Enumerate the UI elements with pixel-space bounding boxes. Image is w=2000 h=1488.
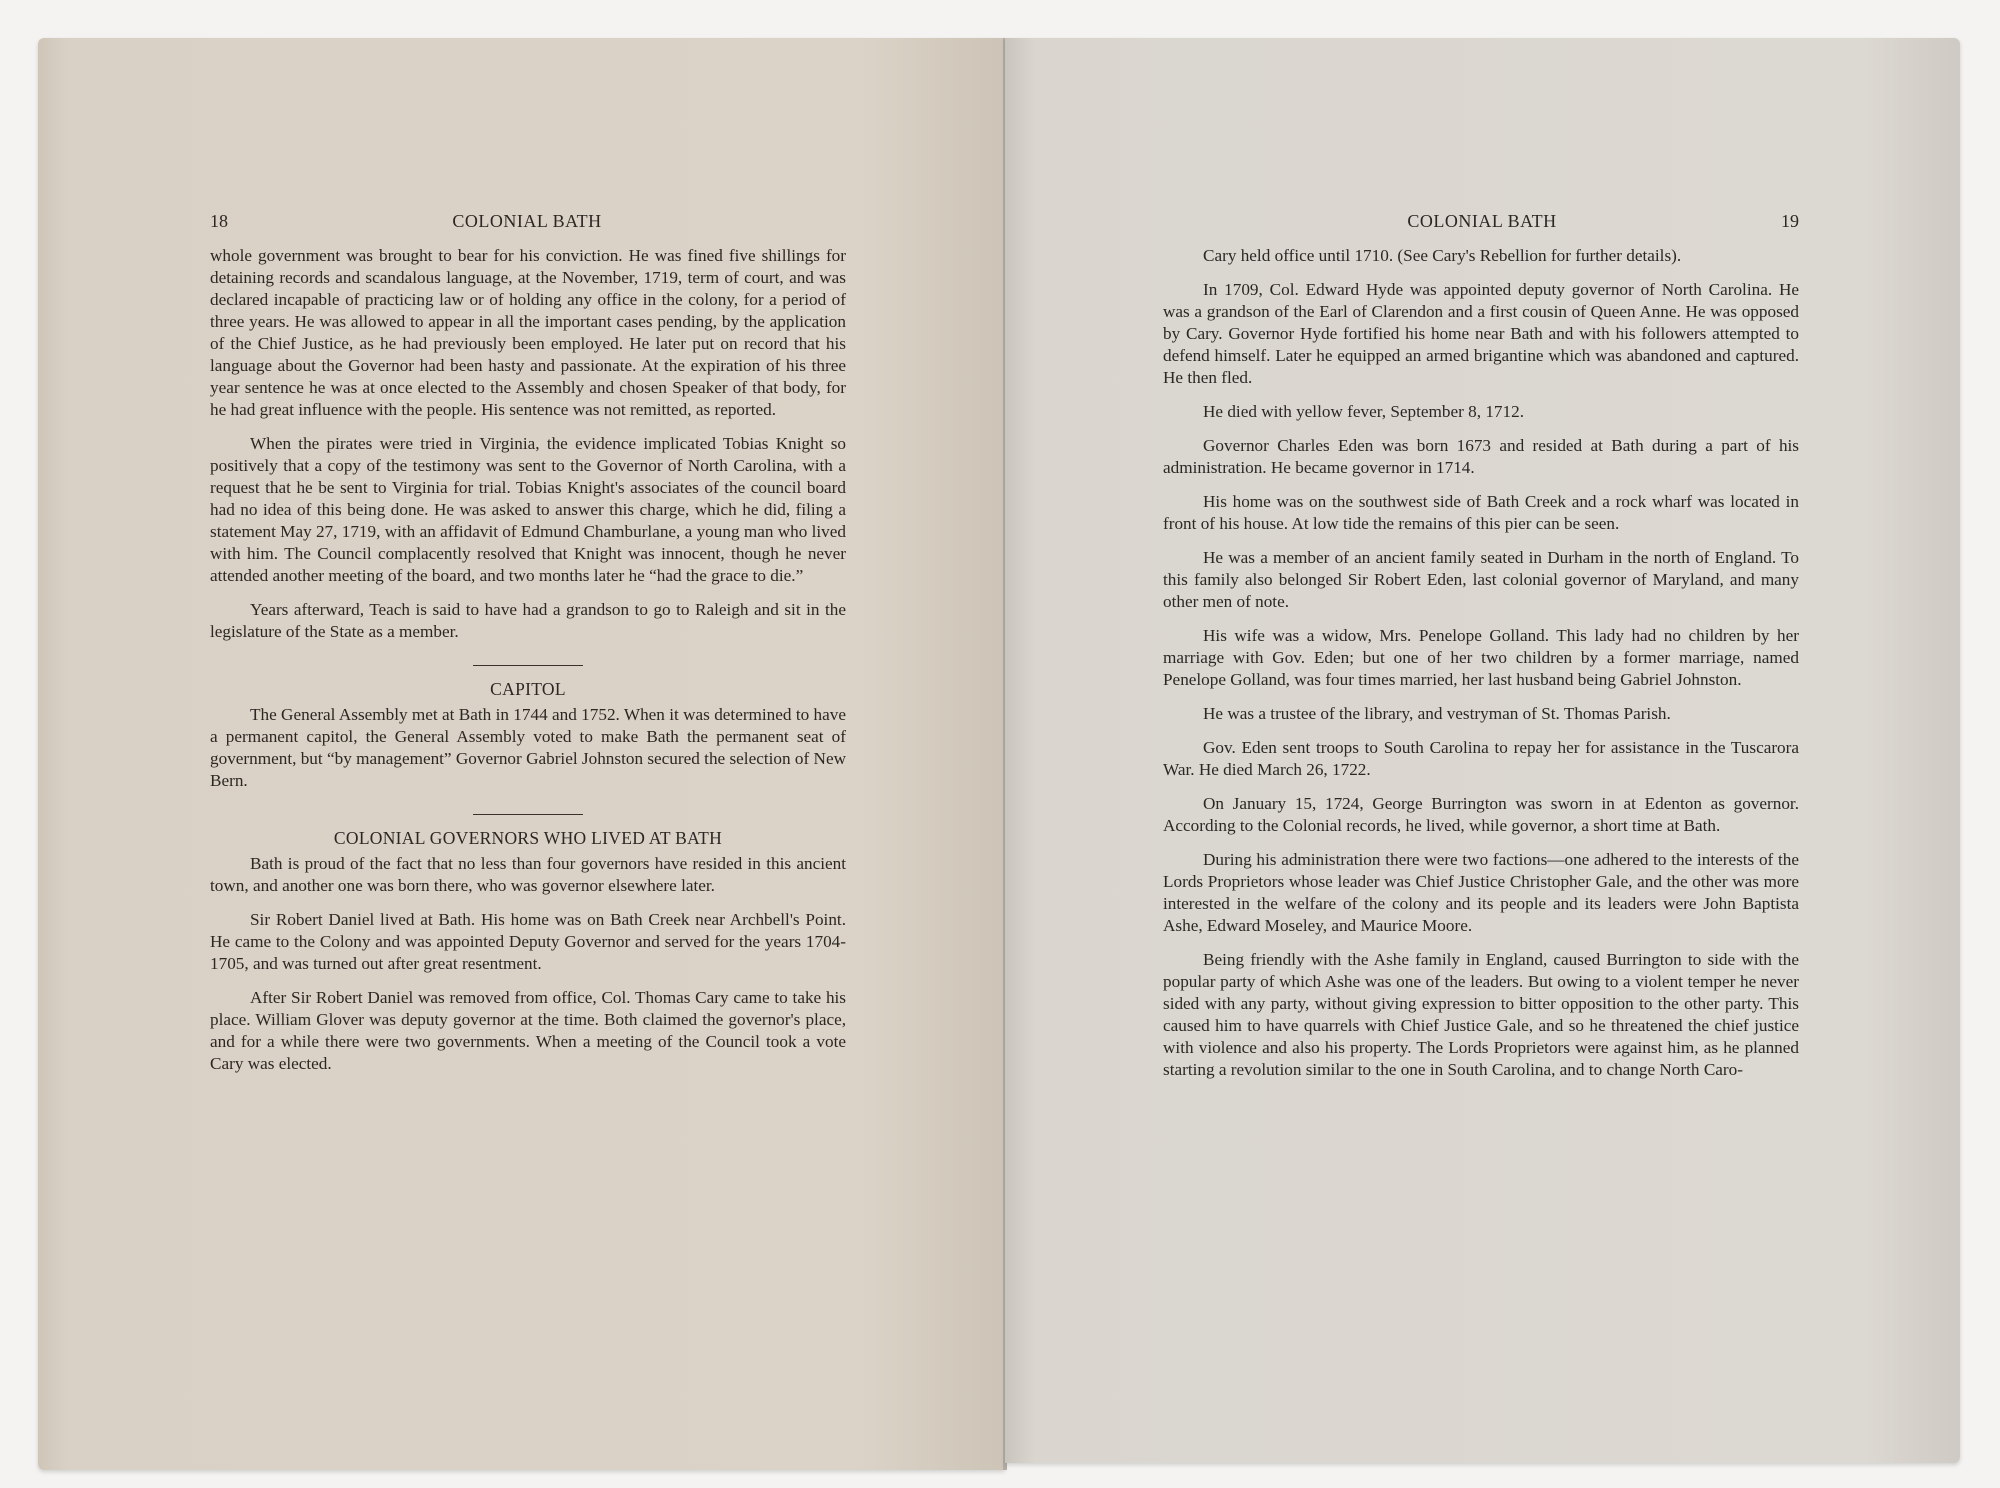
paragraph: whole government was brought to bear for his conviction. He was fined five shillings for detaining records and scandalous language, at the November, 1719, term of court, and was declared incapable of practicing law or of holding any office in the colony, for a period of three years. He was allowed to appear in all the important cases pending, by the application of the Chief Justice, as he had previously been employed. He later put on record that his language about the Governor had been hasty and passionate. At the expiration of his three year sentence he was at once elected to the Assembly and chosen Speaker of that body, for he had great influence with the people. His sentence was not remitted, as reported. xyxy=(210,246,846,419)
paragraph: His wife was a widow, Mrs. Penelope Golland. This lady had no children by her marriage with Gov. Eden; but one of her two children by a former marriage, named Penelope Golland, was four times married, her last husband being Gabriel Johnston. xyxy=(1163,626,1799,689)
right-page-header xyxy=(1163,210,1799,232)
page-number: 19 xyxy=(1780,211,1799,231)
paragraph: After Sir Robert Daniel was removed from office, Col. Thomas Cary came to take his place. William Glover was deputy governor at the time. Both claimed the governor's place, and for a while there were two governments. When a meeting of the Council took a vote Cary was elected. xyxy=(210,988,846,1073)
paragraph: Gov. Eden sent troops to South Carolina to repay her for assistance in the Tuscarora War. He died March 26, 1722. xyxy=(1163,738,1799,779)
paragraph: When the pirates were tried in Virginia, the evidence implicated Tobias Knight so positively that a copy of the testimony was sent to the Governor of North Carolina, with a request that he be sent to Virginia for trial. Tobias Knight's associates of the council board had no idea of this being done. He was asked to answer this charge, which he did, filing a statement May 27, 1719, with an affidavit of Edmund Chamburlane, a young man who lived with him. The Council complacently resolved that Knight was innocent, though he never attended another meeting of the board, and two months later he “had the grace to die.” xyxy=(210,434,846,585)
paragraph: Years afterward, Teach is said to have had a grandson to go to Raleigh and sit in the legislature of the State as a member. xyxy=(210,600,846,641)
section-divider xyxy=(473,665,583,666)
paragraph: He was a member of an ancient family seated in Durham in the north of England. To this family also belonged Sir Robert Eden, last colonial governor of Maryland, and many other men of note. xyxy=(1163,548,1799,611)
section-divider xyxy=(473,814,583,815)
running-head: COLONIAL BATH xyxy=(1407,211,1557,231)
paragraph: Cary held office until 1710. (See Cary's Rebellion for further details). xyxy=(1203,246,1682,265)
left-page xyxy=(38,38,1005,1470)
section-heading-capitol: CAPITOL xyxy=(490,679,566,699)
paragraph: Bath is proud of the fact that no less than four governors have resided in this ancient town, and another one was born there, who was governor elsewhere later. xyxy=(210,854,846,895)
right-page xyxy=(1005,38,1960,1463)
paragraph: Being friendly with the Ashe family in England, caused Burrington to side with the popular party of which Ashe was one of the leaders. But owing to a violent temper he never sided with any party, without giving expression to bitter opposition to the other party. This caused him to have quarrels with Chief Justice Gale, and so he threatened the chief justice with violence and also his property. The Lords Proprietors were against him, as he planned starting a revolution similar to the one in South Carolina, and to change North Caro- xyxy=(1163,950,1799,1079)
paragraph: His home was on the southwest side of Bath Creek and a rock wharf was located in front of his house. At low tide the remains of this pier can be seen. xyxy=(1163,492,1799,533)
running-head: COLONIAL BATH xyxy=(452,211,602,231)
left-page-header xyxy=(210,210,846,232)
left-page-text xyxy=(210,210,846,1087)
paragraph: The General Assembly met at Bath in 1744 and 1752. When it was determined to have a permanent capitol, the General Assembly voted to make Bath the permanent seat of government, but “by management” Governor Gabriel Johnston secured the selection of New Bern. xyxy=(210,705,846,790)
right-page-text xyxy=(1163,210,1799,1093)
paragraph: On January 15, 1724, George Burrington was sworn in at Edenton as governor. According to the Colonial records, he lived, while governor, a short time at Bath. xyxy=(1163,794,1799,835)
paragraph: He died with yellow fever, September 8, 1712. xyxy=(1203,402,1525,421)
paragraph: He was a trustee of the library, and vestryman of St. Thomas Parish. xyxy=(1203,704,1671,723)
paragraph: Governor Charles Eden was born 1673 and resided at Bath during a part of his administration. He became governor in 1714. xyxy=(1163,436,1799,477)
paragraph: During his administration there were two factions—one adhered to the interests of the Lords Proprietors whose leader was Chief Justice Christopher Gale, and the other was more interested in the welfare of the colony and its people and its leaders were John Baptista Ashe, Edward Moseley, and Maurice Moore. xyxy=(1163,850,1799,935)
paragraph: Sir Robert Daniel lived at Bath. His home was on Bath Creek near Archbell's Point. He came to the Colony and was appointed Deputy Governor and served for the years 1704-1705, and was turned out after great resentment. xyxy=(210,910,846,973)
section-heading-governors: COLONIAL GOVERNORS WHO LIVED AT BATH xyxy=(333,828,723,848)
paragraph: In 1709, Col. Edward Hyde was appointed deputy governor of North Carolina. He was a grandson of the Earl of Clarendon and a first cousin of Queen Anne. He was opposed by Cary. Governor Hyde fortified his home near Bath and with his followers attempted to defend himself. Later he equipped an armed brigantine which was abandoned and captured. He then fled. xyxy=(1163,280,1799,387)
page-number: 18 xyxy=(210,211,228,231)
